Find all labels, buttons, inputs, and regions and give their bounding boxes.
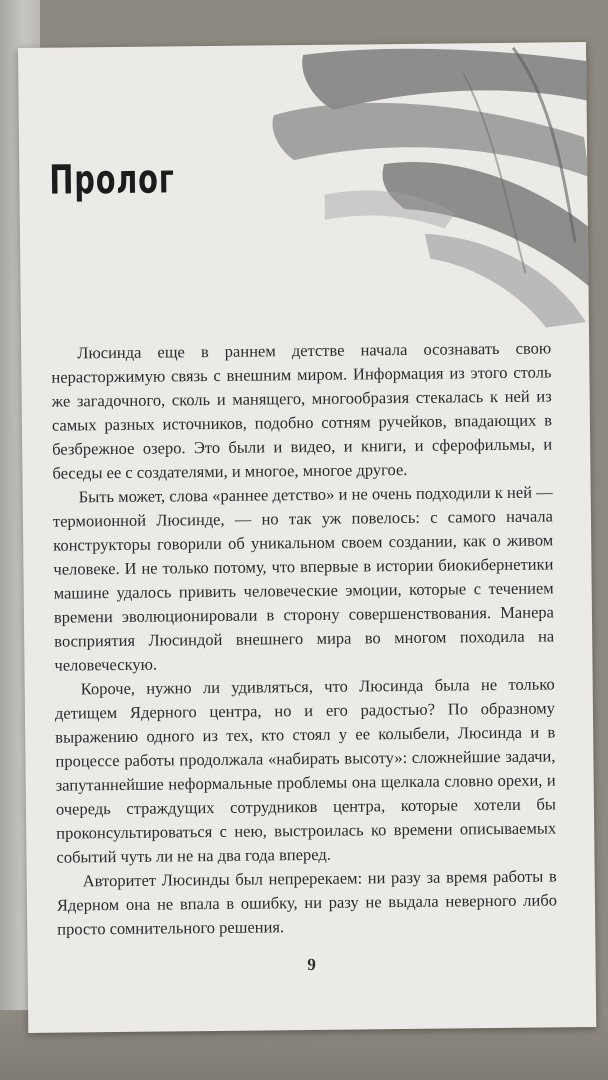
paragraph: Авторитет Люсинды был непререкаем: ни разу за время работы в Ядерном она не впала в ошибку, ни разу не выдала неверного либо просто сомнительного решения. bbox=[56, 866, 558, 939]
brush-stroke-decoration bbox=[263, 42, 596, 335]
paragraph: Короче, нужно ли удивляться, что Люсинда была не только детищем Ядерного центра, но и его радостью? По образному выражению одного из тех, кто стоял у ее колыбели, Люсинда и в процессе работы продолжала «набирать высоту»: сложнейшие задачи, запутаннейшие неформальные проблемы она щелкала словно орехи, и очередь страждущих сотрудников центра, которые хотели бы проконсультироваться с нею, выстроилась ко времени описываемых событий чуть ли не на два года вперед. bbox=[54, 674, 557, 867]
body-text bbox=[51, 336, 557, 941]
book-page bbox=[18, 42, 596, 1033]
chapter-title: Пролог bbox=[49, 156, 175, 204]
page-number: 9 bbox=[307, 954, 316, 975]
paragraph: Быть может, слова «раннее детство» и не очень подходили к ней — термоионной Люсинде, — но так уж повелось: с самого начала конструкторы говорили об уникальном своем создании, как о живом человеке. И не только потому, что впервые в истории биокибернетики машине удалось привить человеческие эмоции, которые с течением времени эволюционировали в сторону совершенствования. Манера восприятия Люсиндой внешнего мира во многом походила на человеческую. bbox=[52, 482, 555, 675]
paragraph: Люсинда еще в раннем детстве начала осознавать свою нерасторжимую связь с внешним миром. Информация из этого столь же загадочного, сколь и манящего, многообразия стекалась к ней из самых разных источников, подобно сотням ручейков, впадающих в безбрежное озеро. Это были и видео, и книги, и сферофильмы, и беседы ее с создателями, и многое, многое другое. bbox=[51, 338, 553, 483]
